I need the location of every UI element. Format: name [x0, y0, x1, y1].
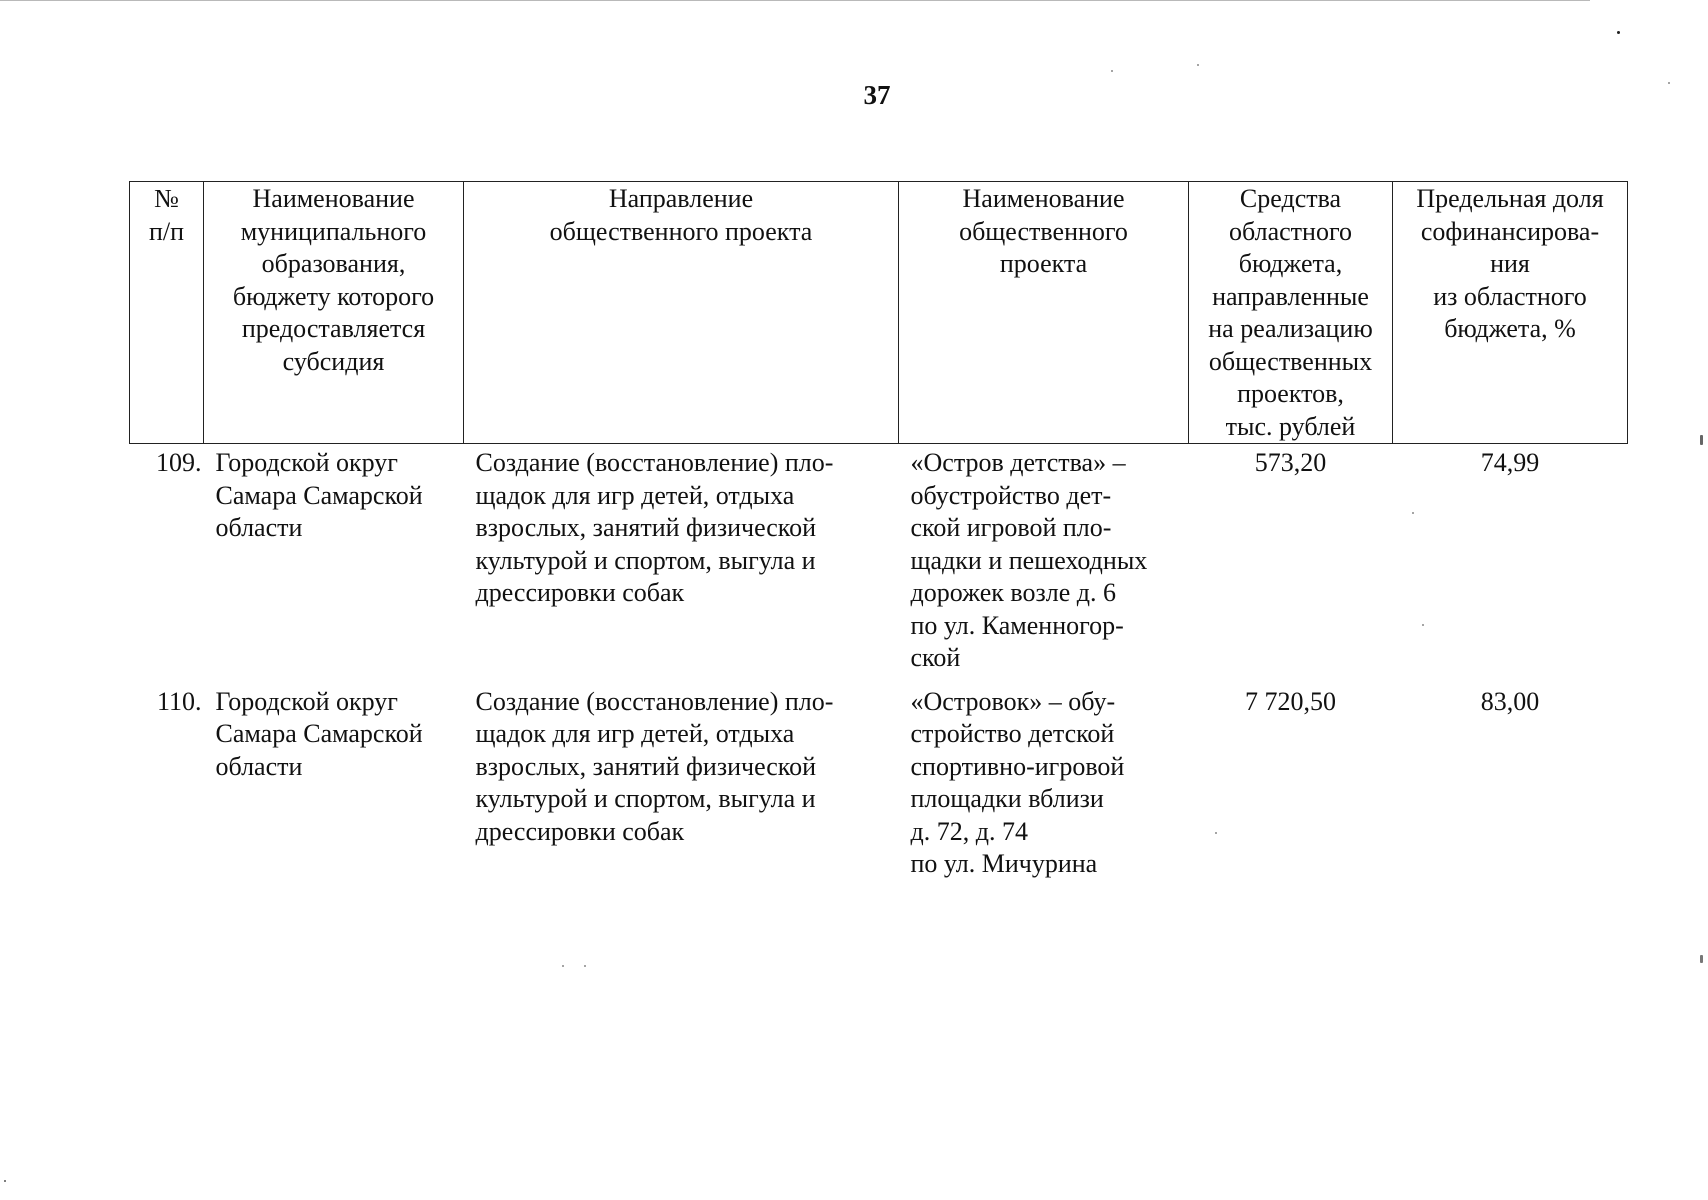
scan-speck	[1197, 64, 1199, 66]
table-row	[130, 683, 1628, 889]
row-cofinancing-share: 83,00	[1480, 686, 1540, 716]
header-project-direction: Направление общественного проекта	[464, 182, 899, 444]
scan-speck	[1617, 31, 1620, 34]
table-header-row	[130, 182, 1628, 444]
scan-speck	[562, 965, 564, 967]
row-number: 110.	[156, 686, 202, 716]
page-number: 37	[863, 80, 891, 110]
scan-speck	[1412, 512, 1414, 514]
row-project-name: «Островок» – обу- стройство детской спортивно-игровой площадки вблизи д. 72, д. 74 по ул. Мичурина	[910, 686, 1125, 878]
header-number: № п/п	[130, 182, 204, 444]
subsidy-table	[129, 181, 1628, 889]
row-cofinancing-share: 74,99	[1480, 448, 1540, 477]
row-project-name: «Остров детства» – обустройство дет- ской игровой пло- щадки и пешеходных дорожек возле д. 6 по ул. Каменногор- ской	[910, 448, 1148, 672]
row-regional-funds: 7 720,50	[1245, 686, 1336, 716]
scan-speck	[1111, 70, 1113, 72]
row-municipality: Городской округ Самара Самарской области	[215, 686, 423, 781]
row-project-direction: Создание (восстановление) пло- щадок для игр детей, отдыха взрослых, занятий физической культурой и спортом, выгула и дрессировки собак	[475, 686, 834, 846]
header-cofinancing-share: Предельная доля софинансирова- ния из областного бюджета, %	[1393, 182, 1628, 444]
scan-speck	[584, 965, 586, 967]
header-regional-funds: Средства областного бюджета, направленные на реализацию общественных проектов, тыс. рублей	[1189, 182, 1393, 444]
scan-speck	[4, 1180, 6, 1182]
scan-speck	[1668, 82, 1670, 84]
row-regional-funds: 573,20	[1254, 448, 1327, 477]
row-number: 109.	[156, 448, 202, 477]
row-project-direction: Создание (восстановление) пло- щадок для игр детей, отдыха взрослых, занятий физической культурой и спортом, выгула и дрессировки собак	[475, 448, 834, 607]
table-row	[130, 444, 1628, 683]
scan-speck	[1215, 832, 1217, 834]
scan-top-edge	[0, 0, 1590, 1]
scan-speck	[1422, 624, 1424, 626]
scan-speck	[1700, 435, 1703, 445]
scan-speck	[1700, 955, 1703, 963]
header-municipality: Наименование муниципального образования, бюджету которого предоставляется субсидия	[204, 182, 464, 444]
row-municipality: Городской округ Самара Самарской области	[215, 448, 423, 542]
header-project-name: Наименование общественного проекта	[899, 182, 1189, 444]
